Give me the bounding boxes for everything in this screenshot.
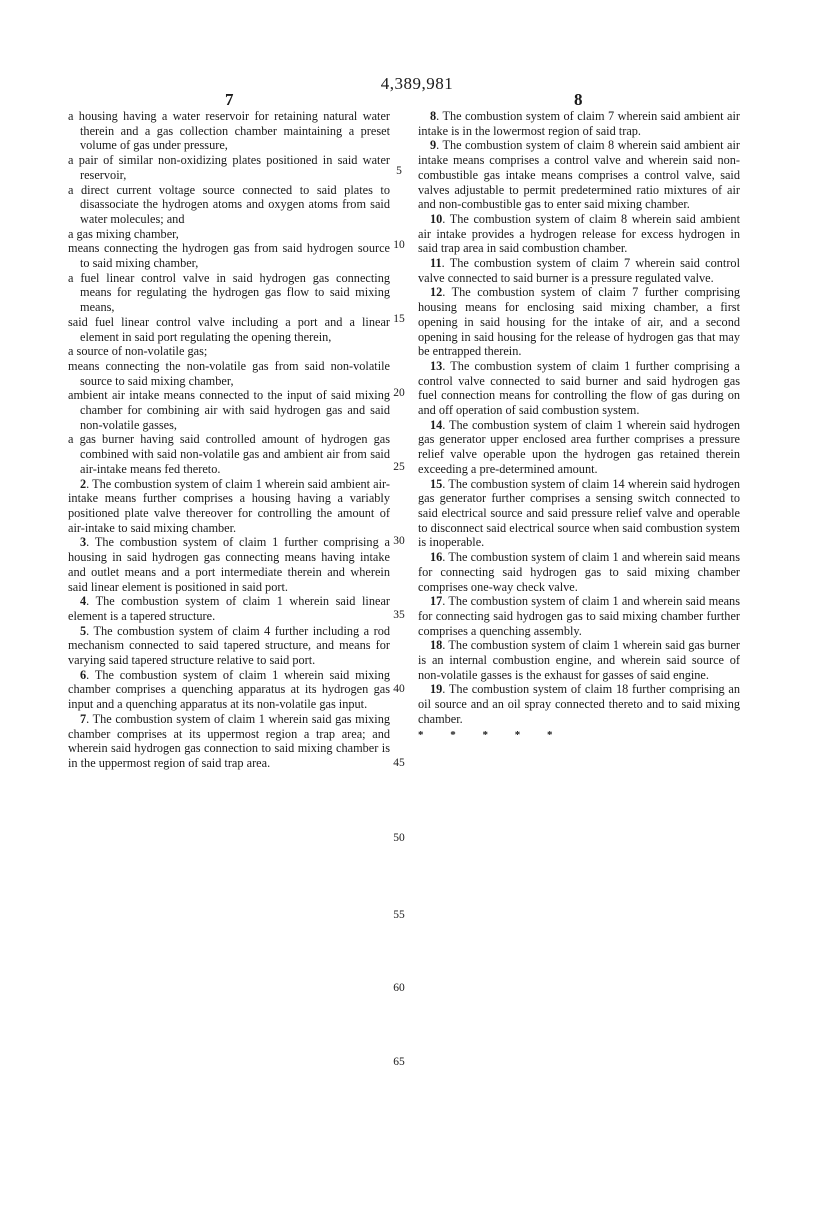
claim-text: . The combustion system of claim 7 wherein said control valve connected to said burner is a pressure regulated valve. <box>418 256 740 285</box>
claim-element: a fuel linear control valve in said hydrogen gas connecting means for regulating the hydrogen gas flow to said mixing means, <box>68 270 390 315</box>
claim-number: 17 <box>430 594 443 609</box>
claim-text: . The combustion system of claim 18 further comprising an oil source and an oil spray connected thereto and to said mixing chamber. <box>418 682 740 726</box>
claim-paragraph <box>418 550 740 594</box>
claim-paragraph <box>418 682 740 726</box>
claim-number: 7 <box>80 711 87 726</box>
claim-number: 11 <box>430 256 442 271</box>
claim-element: ambient air intake means connected to the input of said mixing chamber for combining air with said hydrogen gas and said non-volatile gasses, <box>68 388 390 432</box>
line-number: 60 <box>393 982 405 994</box>
claim-paragraph <box>418 212 740 256</box>
claim-text: . The combustion system of claim 1 wherein said gas mixing chamber comprises at its uppermost region a trap area; and wherein said hydrogen gas connection to said mixing chamber is in the uppermost region of said trap area. <box>68 711 390 770</box>
claim-element: means connecting the hydrogen gas from said hydrogen source to said mixing chamber, <box>68 241 390 271</box>
column-number-left: 7 <box>225 90 234 109</box>
line-number: 55 <box>393 909 405 921</box>
claim-text: . The combustion system of claim 1 wherein said ambient air-intake means further comprises a housing having a variably positioned plate valve thereover for controlling the amount of air-intake to said mixing chamber. <box>68 476 390 535</box>
claim-paragraph <box>418 109 740 138</box>
claim-paragraph <box>418 594 740 638</box>
claim-paragraph <box>418 418 740 477</box>
column-number-right: 8 <box>574 90 583 109</box>
patent-number: 4,389,981 <box>380 74 454 93</box>
claim-text: . The combustion system of claim 14 wherein said hydrogen gas generator further comprises a sensing switch connected to said electrical source and said pressure relief valve and operable to disconnect said electrical source when said combustion system is inoperable. <box>418 476 740 550</box>
claim-element: a source of non-volatile gas; <box>68 344 208 359</box>
claim-number: 19 <box>430 682 443 697</box>
claim-paragraph <box>418 638 740 682</box>
claim-paragraph <box>418 256 740 285</box>
claim-element: a housing having a water reservoir for retaining natural water therein and a gas collection chamber maintaining a preset volume of gas under pressure, <box>68 109 390 153</box>
line-number: 20 <box>393 387 405 399</box>
claim-element: a direct current voltage source connected to said plates to disassociate the hydrogen atoms and oxygen atoms from said water molecules; and <box>68 182 390 226</box>
line-number: 5 <box>396 165 402 177</box>
claim-number: 18 <box>430 638 443 653</box>
claim-number: 12 <box>430 285 443 300</box>
claim-number: 2 <box>80 476 87 491</box>
line-number: 15 <box>393 313 405 325</box>
right-column <box>418 109 740 742</box>
claim-number: 13 <box>430 358 443 373</box>
claim-element: a pair of similar non-oxidizing plates positioned in said water reservoir, <box>68 153 390 182</box>
line-number: 30 <box>393 535 405 547</box>
claim-paragraph <box>68 712 390 771</box>
claim-paragraph <box>68 624 390 668</box>
claim-paragraph <box>418 477 740 551</box>
claim-text: . The combustion system of claim 1 wherein said gas burner is an internal combustion engine, and wherein said source of non-volatile gasses is the exhaust for gasses of said engine. <box>418 638 740 682</box>
claim-paragraph <box>68 535 390 594</box>
claim-number: 5 <box>80 623 87 638</box>
claim-text: . The combustion system of claim 4 further including a rod mechanism connected to said tapered structure, and means for varying said tapered structure relative to said port. <box>68 623 390 668</box>
claim-paragraph <box>68 668 390 712</box>
claim-element: said fuel linear control valve including a port and a linear element in said port regulating the opening therein, <box>68 314 390 344</box>
claim-text: . The combustion system of claim 1 and wherein said means for connecting said hydrogen gas to said mixing chamber further comprises a quenching assembly. <box>418 594 740 638</box>
line-number: 35 <box>393 609 405 621</box>
line-number: 10 <box>393 239 405 251</box>
claim-number: 3 <box>80 535 87 550</box>
end-marker: * * * * * <box>418 728 565 741</box>
claim-paragraph <box>418 138 740 212</box>
claim-number: 9 <box>430 138 437 153</box>
claim-text: . The combustion system of claim 8 wherein said ambient air intake means comprises a control valve and wherein said non-combustible gas intake means comprises a control valve, said valves adjustable to permit predetermined ratio mixtures of air and non-combustible gas to enter said mixing chamber. <box>418 138 740 212</box>
line-number: 45 <box>393 757 405 769</box>
claim-element: means connecting the non-volatile gas from said non-volatile source to said mixing chamber, <box>68 358 390 388</box>
claim-text: . The combustion system of claim 1 and wherein said means for connecting said hydrogen gas to said mixing chamber comprises one-way check valve. <box>418 550 740 594</box>
claim-number: 4 <box>80 594 87 609</box>
claim-paragraph <box>418 359 740 418</box>
claim-number: 10 <box>430 211 443 226</box>
claim-number: 16 <box>430 550 443 565</box>
claim-element: a gas burner having said controlled amount of hydrogen gas combined with said non-volatile gas and ambient air from said air-intake means fed thereto. <box>68 432 390 476</box>
claim-element: a gas mixing chamber, <box>68 226 179 241</box>
claim-text: . The combustion system of claim 7 wherein said ambient air intake is in the lowermost region of said trap. <box>418 109 740 138</box>
claim-paragraph <box>418 285 740 359</box>
claim-text: . The combustion system of claim 1 wherein said linear element is a tapered structure. <box>68 594 390 623</box>
claim-text: . The combustion system of claim 1 wherein said hydrogen gas generator upper enclosed area further comprises a pressure relief valve operable upon the hydrogen gas retained therein exceeding a pre-determined amount. <box>418 417 740 476</box>
claim-text: . The combustion system of claim 1 wherein said mixing chamber comprises a quenching apparatus at its hydrogen gas input and a quenching apparatus at its non-volatile gas input. <box>68 667 390 712</box>
left-column <box>68 109 390 771</box>
line-number: 65 <box>393 1056 405 1068</box>
claim-number: 14 <box>430 417 443 432</box>
claim-text: . The combustion system of claim 8 wherein said ambient air intake provides a hydrogen release for excess hydrogen in said trap area in said combustion chamber. <box>418 211 740 256</box>
line-number: 40 <box>393 683 405 695</box>
claim-number: 15 <box>430 476 443 491</box>
line-number: 50 <box>393 832 405 844</box>
claim-paragraph <box>68 477 390 536</box>
line-number: 25 <box>393 461 405 473</box>
claim-text: . The combustion system of claim 1 further comprising a housing in said hydrogen gas connecting means having intake and outlet means and a port intermediate therein and wherein said linear element is positioned in said port. <box>68 535 390 594</box>
claim-paragraph <box>68 594 390 623</box>
claim-number: 8 <box>430 109 437 123</box>
claim-text: . The combustion system of claim 7 further comprising housing means for enclosing said mixing chamber, a first opening in said housing for the intake of air, and a second opening in said housing for the release of hydrogen gas that may be entrapped therein. <box>418 285 740 359</box>
claim-text: . The combustion system of claim 1 further comprising a control valve connected to said burner and said hydrogen gas fuel connection means for controlling the flow of gas during on and off operation of said combustion system. <box>418 358 740 418</box>
claim-number: 6 <box>80 667 87 682</box>
